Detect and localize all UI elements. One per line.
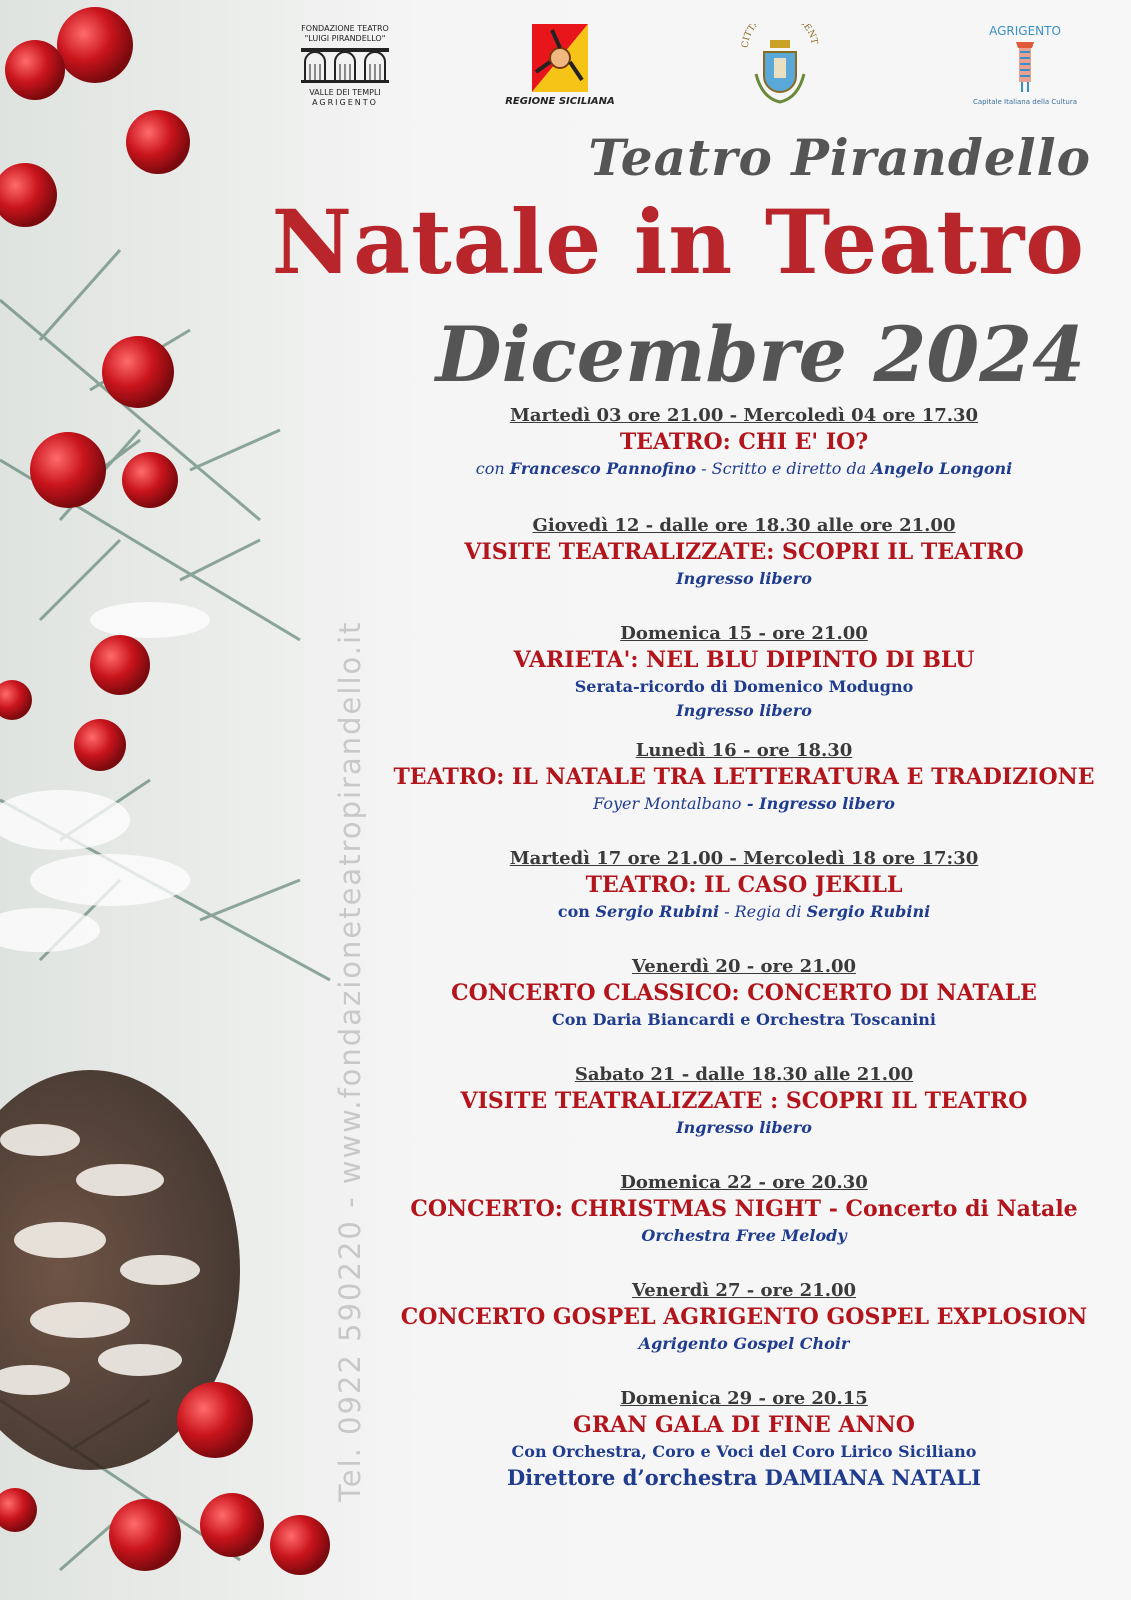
fondazione-caption-2: "LUIGI PIRANDELLO" (304, 34, 386, 43)
venue-heading: Teatro Pirandello (588, 128, 1091, 187)
event-subtitle: Con Orchestra, Coro e Voci del Coro Lirico Siciliano (511, 1442, 977, 1461)
event-date: Domenica 29 - ore 20.15 (620, 1388, 868, 1409)
event-subtitle: Ingresso libero (676, 701, 812, 720)
event-subtitle: Serata-ricordo di Domenico Modugno (574, 677, 914, 696)
event-item (385, 1172, 1103, 1280)
events-list (385, 405, 1103, 1492)
citta-logo (735, 24, 825, 110)
event-title: CONCERTO GOSPEL AGRIGENTO GOSPEL EXPLOSION (400, 1304, 1088, 1330)
trinacria-icon (532, 24, 588, 92)
agrigento-caption: AGRIGENTO (989, 24, 1061, 38)
event-item (385, 1388, 1103, 1492)
telamon-icon (1010, 38, 1040, 94)
event-date: Venerdì 20 - ore 21.00 (631, 956, 857, 977)
event-conductor: Direttore d’orchestra DAMIANA NATALI (506, 1465, 982, 1490)
event-subtitle: Orchestra Free Melody (641, 1226, 847, 1245)
citta-caption: CITT ENT (740, 24, 819, 49)
event-item (385, 515, 1103, 623)
regione-caption: REGIONE SICILIANA (505, 96, 615, 107)
event-date: Martedì 03 ore 21.00 - Mercoledì 04 ore 17.30 (509, 405, 979, 426)
event-item (385, 848, 1103, 956)
event-item (385, 405, 1103, 515)
event-item (385, 623, 1103, 740)
event-date: Domenica 22 - ore 20.30 (620, 1172, 868, 1193)
event-title: CONCERTO: CHRISTMAS NIGHT - Concerto di Natale (410, 1196, 1078, 1222)
event-title: TEATRO: IL NATALE TRA LETTERATURA E TRADIZIONE (393, 764, 1095, 790)
fondazione-caption-1: FONDAZIONE TEATRO (301, 24, 389, 33)
event-item (385, 740, 1103, 848)
event-item (385, 1064, 1103, 1172)
event-date: Sabato 21 - dalle 18.30 alle 21.00 (574, 1064, 914, 1085)
event-date: Lunedì 16 - ore 18.30 (635, 740, 853, 761)
fondazione-caption-3: VALLE DEI TEMPLI (309, 88, 381, 97)
event-title: GRAN GALA DI FINE ANNO (573, 1412, 915, 1438)
event-date: Martedì 17 ore 21.00 - Mercoledì 18 ore 17:30 (509, 848, 979, 869)
fondazione-caption-4: AGRIGENTO (312, 98, 378, 107)
event-subtitle: con Sergio Rubini - Regia di Sergio Rubini (557, 902, 931, 921)
event-title: CONCERTO CLASSICO: CONCERTO DI NATALE (451, 980, 1037, 1006)
contact-vertical-text: Tel. 0922 590220 - www.fondazioneteatropirandello.it (333, 620, 367, 1502)
event-subtitle: Ingresso libero (676, 569, 812, 588)
event-date: Domenica 15 - ore 21.00 (620, 623, 868, 644)
agrigento-capitale-logo (970, 24, 1080, 106)
city-crest-icon (740, 24, 820, 106)
event-item (385, 1280, 1103, 1388)
logos-bar (290, 24, 1110, 124)
event-subtitle: Ingresso libero (676, 1118, 812, 1137)
event-item (385, 956, 1103, 1064)
fondazione-logo (290, 24, 400, 108)
event-date: Giovedì 12 - dalle ore 18.30 alle ore 21.00 (532, 515, 956, 536)
event-title: TEATRO: CHI E' IO? (619, 429, 869, 455)
theatre-facade-icon (299, 44, 391, 84)
page-title: Natale in Teatro (271, 190, 1085, 294)
regione-logo (500, 24, 620, 107)
event-subtitle: Con Daria Biancardi e Orchestra Toscanini (552, 1010, 936, 1029)
month-heading: Dicembre 2024 (435, 310, 1085, 399)
event-subtitle: con Francesco Pannofino - Scritto e diretto da Angelo Longoni (475, 459, 1013, 478)
event-date: Venerdì 27 - ore 21.00 (631, 1280, 857, 1301)
event-title: TEATRO: IL CASO JEKILL (585, 872, 903, 898)
capitale-caption: Capitale Italiana della Cultura (972, 98, 1078, 106)
event-title: VISITE TEATRALIZZATE: SCOPRI IL TEATRO (464, 539, 1024, 565)
event-subtitle: Agrigento Gospel Choir (638, 1334, 850, 1353)
event-title: VISITE TEATRALIZZATE : SCOPRI IL TEATRO (460, 1088, 1028, 1114)
event-subtitle: Foyer Montalbano - Ingresso libero (593, 794, 895, 813)
event-title: VARIETA': NEL BLU DIPINTO DI BLU (513, 647, 975, 673)
